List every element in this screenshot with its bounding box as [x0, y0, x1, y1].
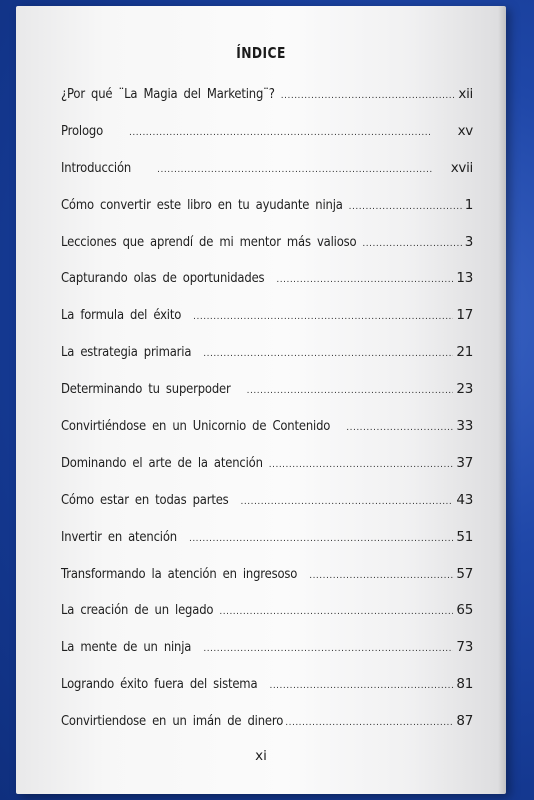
toc-dot-leader — [346, 424, 453, 433]
book-page — [16, 6, 506, 794]
toc-entry-label: La formula del éxito — [61, 307, 182, 324]
toc-entry-page: xvii — [450, 159, 473, 176]
toc-entry — [61, 123, 473, 160]
page-shadow-edge — [498, 6, 506, 794]
toc-entry-label: Capturando olas de oportunidades — [61, 270, 265, 287]
toc-entry — [61, 639, 473, 676]
toc-entry-label: Logrando éxito fuera del sistema — [61, 676, 258, 693]
toc-entry-label: Invertir en atención — [61, 528, 177, 545]
toc-entry-label: Dominando el arte de la atención — [61, 454, 263, 471]
toc-entry-page: 3 — [464, 233, 473, 250]
toc-entry-page: 51 — [456, 528, 473, 545]
toc-entry-label: La mente de un ninja — [61, 639, 192, 656]
toc-entry — [61, 86, 473, 123]
toc-dot-leader — [193, 313, 453, 322]
toc-entry — [61, 197, 473, 234]
toc-entry — [61, 307, 473, 344]
toc-entry — [61, 418, 473, 455]
toc-entry-page: 87 — [456, 713, 473, 730]
toc-dot-leader — [157, 166, 433, 175]
toc-dot-leader — [362, 240, 461, 249]
toc-entry-label: Prologo — [61, 122, 104, 139]
toc-entry-page: 73 — [456, 639, 473, 656]
toc-entry — [61, 381, 473, 418]
toc-entry — [61, 234, 473, 271]
toc-entry — [61, 344, 473, 381]
toc-entry-label: Convirtiendose en un imán de dinero — [61, 713, 284, 730]
toc-entry-page: xii — [458, 86, 473, 102]
toc-dot-leader — [189, 535, 453, 544]
toc-entry-label: Cómo convertir este libro en tu ayudante ninja — [61, 196, 343, 213]
toc-entry — [61, 455, 473, 492]
page-title: ÍNDICE — [236, 44, 286, 62]
toc-dot-leader — [247, 387, 454, 396]
toc-entry-page: 33 — [456, 418, 473, 435]
toc-entry — [61, 676, 473, 713]
toc-entry-page: 37 — [456, 454, 473, 471]
toc-dot-leader — [285, 719, 453, 728]
toc-entry — [61, 529, 473, 566]
toc-entry-page: 21 — [456, 344, 473, 361]
toc-entry-page: 17 — [456, 307, 473, 324]
toc-entry-page: 65 — [456, 602, 473, 619]
toc-entry — [61, 160, 473, 197]
toc-entry-page: 81 — [456, 676, 473, 693]
toc-dot-leader — [276, 276, 453, 285]
toc-entry-label: Transformando la atención en ingresoso — [61, 565, 298, 582]
toc-entry-label: Determinando tu superpoder — [61, 381, 231, 398]
toc-entry-page: xv — [457, 122, 473, 139]
toc-entry — [61, 713, 473, 750]
toc-entry-label: Cómo estar en todas partes — [61, 491, 229, 508]
toc-entry-page: 13 — [456, 270, 473, 287]
toc-entry — [61, 492, 473, 529]
toc-entry-label: Lecciones que aprendí de mi mentor más valioso — [61, 233, 357, 250]
page-number: xi — [255, 748, 267, 764]
toc-entry — [61, 602, 473, 639]
toc-entry-label: Convirtiéndose en un Unicornio de Contenido — [61, 418, 331, 435]
toc-entry-label: ¿Por qué ¨La Magia del Marketing¨? — [61, 86, 275, 102]
toc-dot-leader — [241, 498, 454, 507]
toc-dot-leader — [203, 350, 453, 359]
toc-dot-leader — [203, 645, 453, 654]
toc-entry-page: 23 — [456, 381, 473, 398]
toc-entry — [61, 566, 473, 603]
toc-entry-label: Introducción — [61, 159, 132, 176]
toc-dot-leader — [129, 129, 432, 138]
toc-entry-label: La estrategia primaria — [61, 344, 192, 361]
toc-dot-leader — [281, 92, 456, 101]
toc-dot-leader — [309, 572, 453, 581]
toc-entry-page: 1 — [464, 196, 473, 213]
toc-entry-label: La creación de un legado — [61, 602, 214, 619]
toc-entry-page: 57 — [456, 565, 473, 582]
toc-entry-page: 43 — [456, 491, 473, 508]
toc-dot-leader — [269, 682, 453, 691]
table-of-contents — [61, 86, 473, 750]
toc-entry — [61, 270, 473, 307]
toc-dot-leader — [219, 608, 453, 617]
toc-dot-leader — [349, 203, 462, 212]
toc-dot-leader — [269, 461, 454, 470]
